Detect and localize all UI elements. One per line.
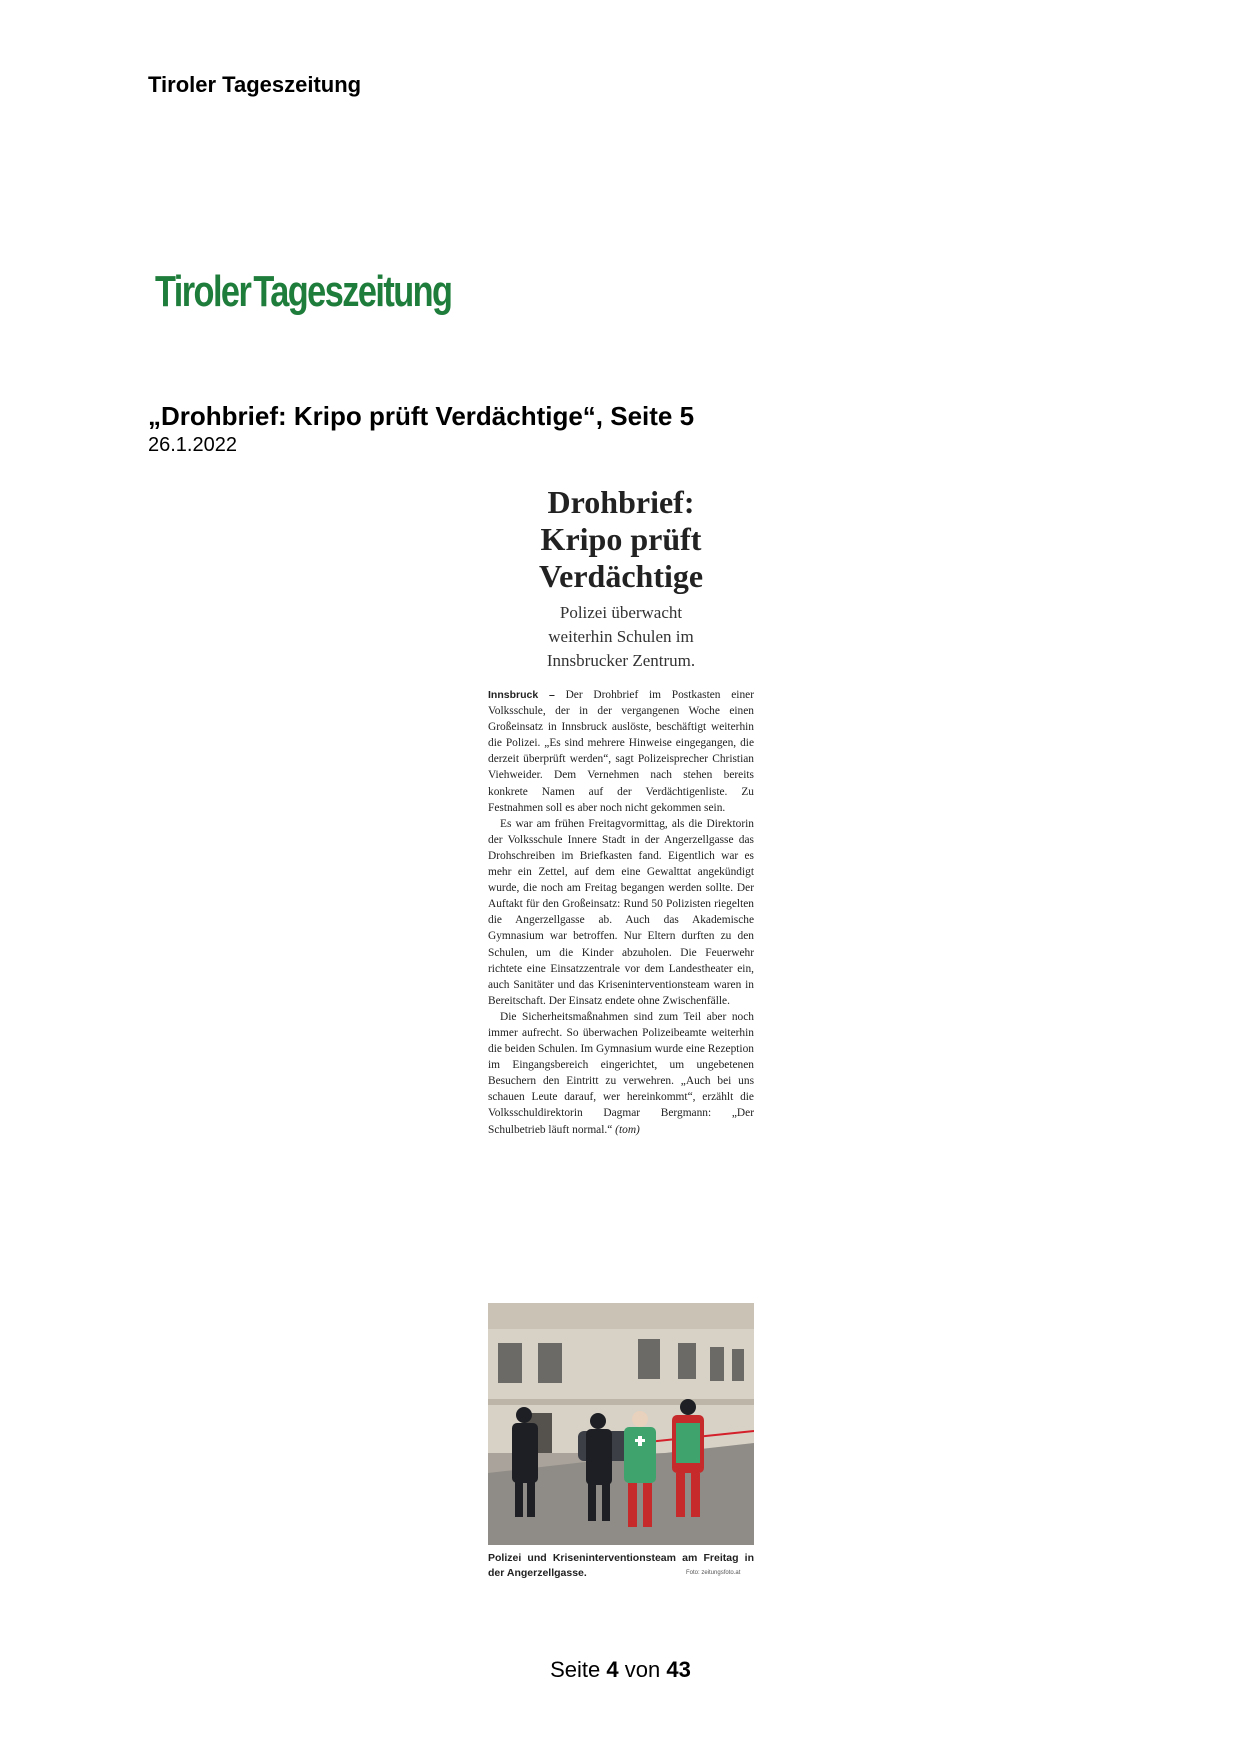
subline-line: Polizei überwacht	[559, 603, 683, 622]
page-middle: von	[624, 1657, 661, 1682]
body-paragraph	[488, 1009, 754, 1138]
paragraph-text: Die Sicherheitsmaßnahmen sind zum Teil aber noch immer aufrecht. So überwachen Polizeibeamte weiterhin die beiden Schulen. Im Gymnasium wurde eine Rezeption im Eingangsbereich eingerichtet, um ungebetenen Besuchern den Eintritt zu verwehren. „Auch bei uns schauen Leute darauf, wer hereinkommt“, erzählt die Volksschuldirektorin Dagmar Bergmann: „Der Schulbetrieb läuft normal.“	[488, 1010, 754, 1136]
headline-line: Drohbrief:	[547, 484, 695, 520]
article-title: „Drohbrief: Kripo prüft Verdächtige“, Seite 5	[148, 401, 695, 431]
page-prefix: Seite	[550, 1657, 601, 1682]
page-number	[0, 1657, 1241, 1683]
publication-header: Tiroler Tageszeitung	[148, 72, 362, 97]
photo-credit: Foto: zeitungsfoto.at	[686, 1570, 741, 1576]
dateline: Innsbruck –	[488, 689, 555, 701]
logo-text-right: Tageszeitung	[253, 267, 452, 316]
article-date: 26.1.2022	[148, 434, 237, 456]
body-paragraph: Es war am frühen Freitagvormittag, als die Direktorin der Volksschule Innere Stadt in der Angerzellgasse das Drohschreiben im Briefkasten fand. Eigentlich war es mehr ein Zettel, auf dem eine Gewalttat angekündigt wurde, die noch am Freitag begangen werden sollte. Der Auftakt für den Großeinsatz: Rund 50 Polizisten riegelten die Angerzellgasse ab. Auch das Akademische Gymnasium war betroffen. Nur Eltern durften zu den Schulen, um die Kinder abzuholen. Die Feuerwehr richtete eine Einsatzzentrale vor dem Landestheater ein, auch Sanitäter und das Kriseninterventionsteam waren in Bereitschaft. Der Einsatz endete ohne Zwischenfälle.	[488, 817, 754, 1007]
article-photo	[488, 1303, 754, 1545]
subline-line: Innsbrucker Zentrum.	[546, 651, 696, 670]
logo-text-left: Tiroler	[155, 267, 251, 316]
subline-line: weiterhin Schulen im	[548, 627, 694, 646]
current-page: 4	[606, 1657, 619, 1682]
clipping-headline	[488, 484, 754, 595]
body-paragraph	[488, 687, 754, 816]
total-pages: 43	[666, 1657, 691, 1682]
clipping-subline	[488, 601, 754, 673]
headline-line: Kripo prüft	[540, 521, 702, 557]
photo-caption: Polizei und Kriseninterventionsteam am Freitag in der Angerzellgasse.	[488, 1552, 754, 1579]
newspaper-logo	[155, 262, 452, 322]
newspaper-clipping	[488, 484, 754, 1138]
headline-line: Verdächtige	[538, 558, 704, 594]
street-scene-illustration	[488, 1303, 754, 1545]
article-body	[488, 687, 754, 1138]
author-byline: (tom)	[615, 1123, 640, 1136]
paragraph-text: Der Drohbrief im Postkasten einer Volksschule, der in der vergangenen Woche einen Großeinsatz in Innsbruck auslöste, beschäftigt weiterhin die Polizei. „Es sind mehrere Hinweise eingegangen, die derzeit überprüft werden“, sagt Polizeisprecher Christian Viehweider. Dem Vernehmen nach stehen bereits konkrete Namen auf der Verdächtigenliste. Zu Festnahmen soll es aber noch nicht gekommen sein.	[488, 689, 754, 814]
